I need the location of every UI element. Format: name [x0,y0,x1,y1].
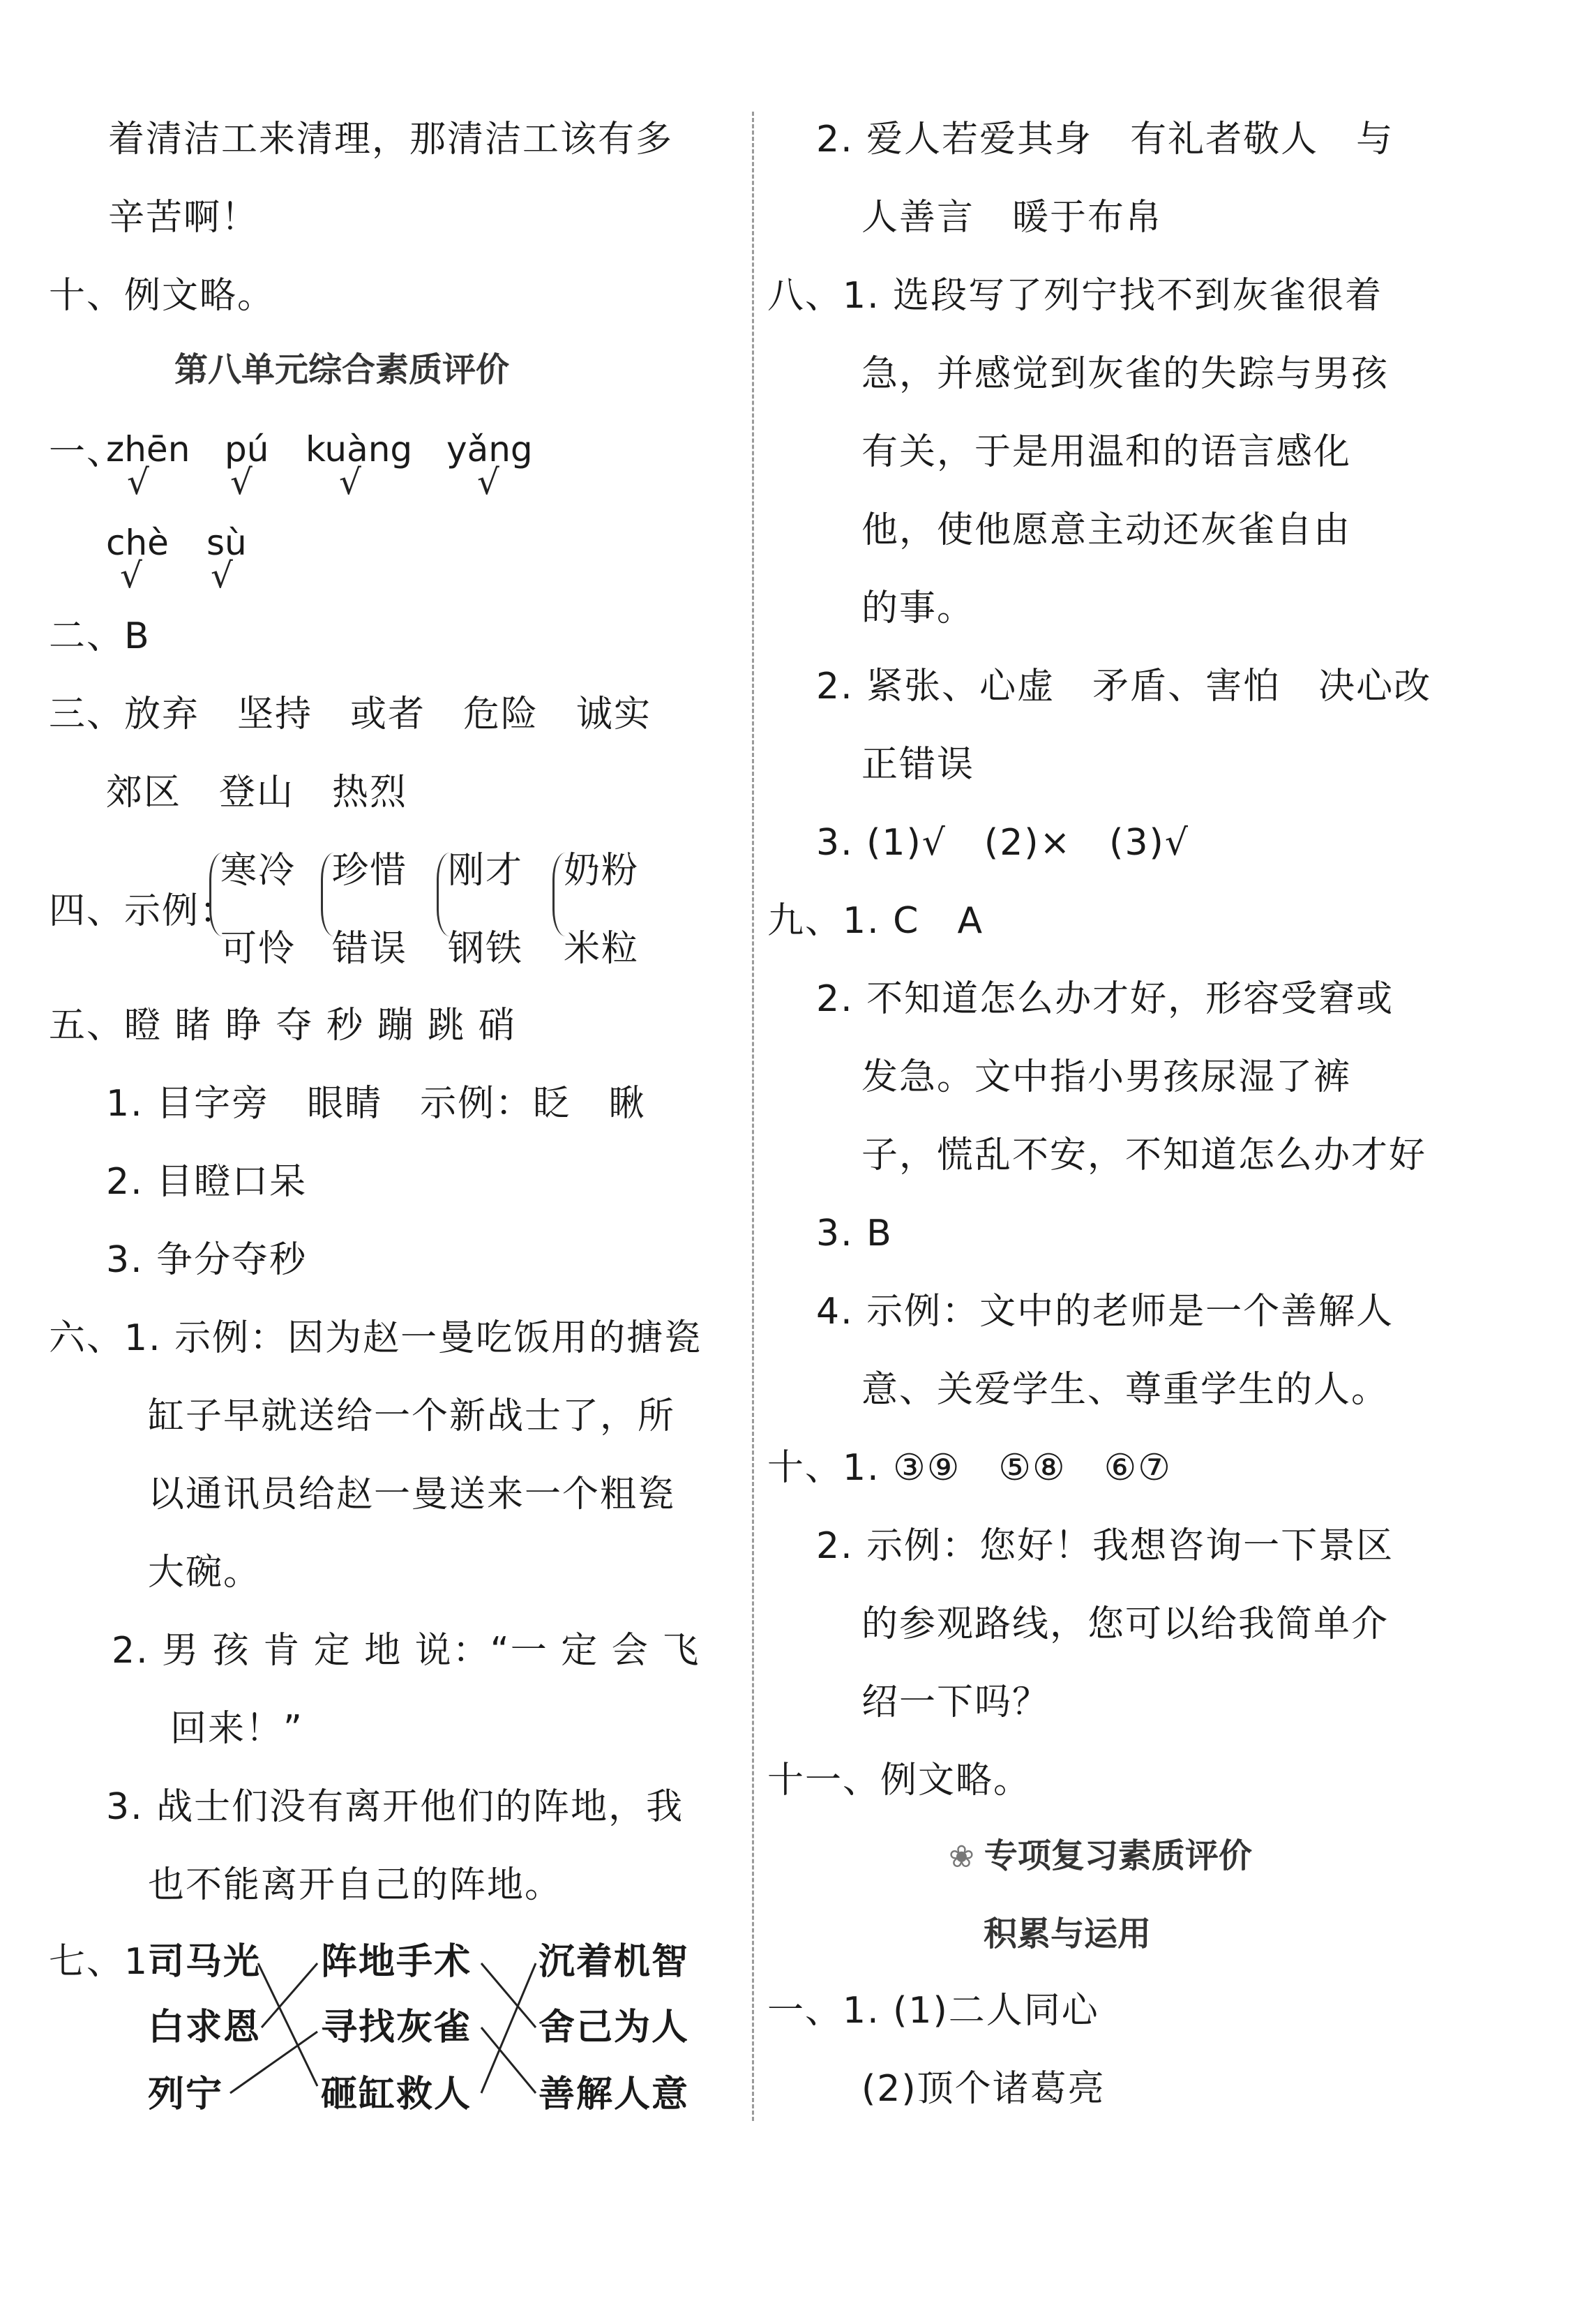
text-line: 4. 示例：文中的老师是一个善解人 [816,1291,1394,1333]
text-line: 正错误 [861,744,975,786]
match-item: 舍己为人 [539,2007,690,2048]
text-line: 缸子早就送给一个新战士了，所 [148,1395,676,1437]
text-line: 3. B [816,1213,893,1254]
text-line: 的参观路线，您可以给我简单介 [861,1603,1390,1645]
text-line: 意、关爱学生、尊重学生的人。 [861,1369,1390,1411]
match-item: 白求恩 [148,2007,262,2048]
pinyin: sù [206,523,247,563]
text-line: 回来！” [170,1708,303,1750]
word: 珍惜 [332,850,408,892]
text-line: 人善言 暖于布帛 [861,197,1163,239]
tick-icon: √ [339,462,361,502]
text-line: 2. 紧张、心虚 矛盾、害怕 决心改 [816,666,1432,707]
text-line: 他，使他愿意主动还灰雀自由 [861,509,1352,551]
tick-icon: √ [477,462,499,502]
text-line: 八、1. 选段写了列宁找不到灰雀很着 [767,275,1383,317]
match-line [481,1963,536,2093]
word: 钢铁 [448,928,524,970]
text-line: 也不能离开自己的阵地。 [148,1864,563,1906]
text-line: 发急。文中指小男孩尿湿了裤 [861,1056,1352,1098]
match-item: 列宁 [148,2074,224,2115]
sub-heading: 积累与运用 [984,1914,1152,1954]
text-line: 2. 不知道怎么办才好，形容受窘或 [816,978,1394,1020]
text-line: 十、例文略。 [49,275,276,317]
text-line: 三、放弃 坚持 或者 危险 诚实 [49,694,652,735]
text-line: (2)顶个诸葛亮 [861,2068,1106,2110]
text-line: 五、瞪 睹 睁 夺 秒 蹦 跳 硝 [49,1005,516,1047]
text-line: 以通讯员给赵一曼送来一个粗瓷 [148,1474,676,1515]
word: 奶粉 [564,850,640,892]
tick-icon: √ [211,555,233,596]
text-line: 急，并感觉到灰雀的失踪与男孩 [861,353,1390,395]
section-heading: 第八单元综合素质评价 [174,350,510,389]
match-line [481,1963,536,2027]
text-line: 3. 战士们没有离开他们的阵地，我 [106,1786,684,1828]
paw-icon: ❀ [949,1839,974,1875]
text-line: 郊区 登山 热烈 [106,772,408,814]
text-line: 十、1. ③⑨ ⑤⑧ ⑥⑦ [767,1447,1172,1489]
text-line: 2. 爱人若爱其身 有礼者敬人 与 [816,119,1394,160]
text-line: 十一、例文略。 [767,1760,1032,1801]
text-line: 的事。 [861,587,975,629]
text-line: 一、1. (1)二人同心 [767,1990,1099,2032]
text-line: 六、1. 示例：因为赵一曼吃饭用的搪瓷 [49,1317,702,1359]
question-label: 一、 [49,431,125,473]
text-line: 绍一下吗？ [861,1681,1050,1723]
pinyin: zhēn [106,429,190,470]
text-line: 大碗。 [148,1552,262,1594]
match-item: 沉着机智 [539,1941,690,1983]
question-label: 七、1. [49,1941,162,1983]
text-line: 3. (1)√ (2)× (3)√ [816,822,1189,864]
text-line: 着清洁工来清理，那清洁工该有多 [108,119,674,160]
text-line: 2. 示例：您好！我想咨询一下景区 [816,1525,1394,1567]
tick-icon: √ [120,555,142,596]
text-line: 有关，于是用温和的语言感化 [861,431,1352,473]
text-line: 3. 争分夺秒 [106,1239,308,1281]
text-line: 九、1. C A [767,900,984,942]
word: 刚才 [448,850,524,892]
text-line: 辛苦啊！ [108,197,259,239]
pinyin: chè [106,523,169,563]
match-item: 司马光 [148,1941,262,1983]
section-heading [949,1835,1252,1878]
pinyin: yǎng [446,429,533,470]
text-line: 二、B [49,615,151,657]
text-line: 2. 目瞪口呆 [106,1161,308,1203]
match-item: 砸缸救人 [321,2074,472,2115]
match-line [262,1963,317,2027]
word: 可怜 [220,928,296,970]
text-line: 1. 目字旁 眼睛 示例：眨 瞅 [106,1083,647,1125]
pinyin: kuàng [306,429,413,470]
section-heading-label: 专项复习素质评价 [984,1836,1252,1875]
match-line [481,2027,536,2093]
pinyin: pú [225,429,269,470]
tick-icon: √ [127,462,149,502]
word: 米粒 [564,928,640,970]
tick-icon: √ [230,462,253,502]
match-line [230,2032,317,2093]
text-line: 子，慌乱不安，不知道怎么办才好 [861,1134,1427,1176]
word: 错误 [332,928,408,970]
match-item: 寻找灰雀 [321,2007,472,2048]
text-line: 2. 男 孩 肯 定 地 说：“一 定 会 飞 [112,1630,700,1672]
match-item: 阵地手术 [321,1941,472,1983]
word: 寒冷 [220,850,296,892]
question-label: 四、示例： [49,890,238,932]
match-item: 善解人意 [539,2074,690,2115]
